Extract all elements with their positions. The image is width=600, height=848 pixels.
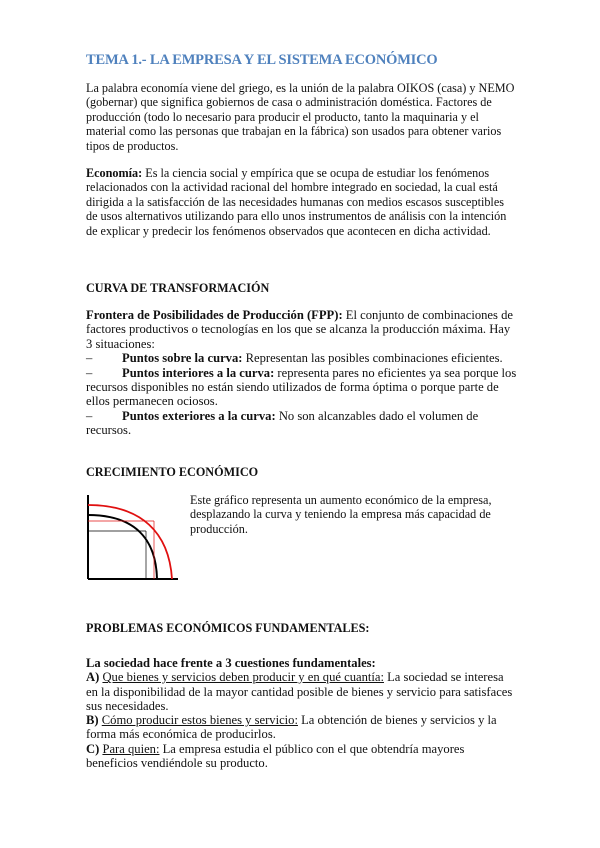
fpp-item — [86, 409, 518, 438]
crecimiento-text: Este gráfico representa un aumento económico de la empresa, desplazando la curva y teniendo la empresa más capacidad de producción. — [190, 493, 492, 536]
item-text: No son alcanzables dado el volumen de recursos. — [86, 408, 479, 438]
intro-paragraph: La palabra economía viene del griego, es la unión de la palabra OIKOS (casa) y NEMO (gobernar) que significa gobiernos de casa o administración doméstica. Factores de producción (todo lo necesario para producir el producto, tanto la maquinaria y el material como las personas que trabajan en la fábrica) son usados para obtener varios tipos de productos. — [86, 81, 515, 153]
item-question: Para quien: — [102, 741, 160, 756]
item-text: La empresa estudia el público con el que obtendría mayores beneficios vendiéndole su producto. — [86, 741, 465, 771]
dash: – — [86, 351, 93, 366]
problem-item — [86, 742, 518, 771]
economia-definition — [86, 166, 518, 238]
fpp-term: Frontera de Posibilidades de Producción (FPP): — [86, 308, 343, 322]
fpp-item — [86, 351, 518, 365]
problemas-intro: La sociedad hace frente a 3 cuestiones fundamentales: — [86, 656, 376, 670]
item-term: Puntos exteriores a la curva: — [122, 408, 276, 423]
economia-term: Economía: — [86, 166, 143, 180]
item-term: Puntos sobre la curva: — [122, 351, 243, 366]
item-text: Representan las posibles combinaciones eficientes. — [242, 351, 503, 366]
document-title: TEMA 1.- LA EMPRESA Y EL SISTEMA ECONÓMICO — [86, 52, 438, 68]
item-letter: B) — [86, 713, 99, 728]
item-letter: A) — [86, 670, 100, 685]
fpp-item — [86, 366, 518, 409]
item-letter: C) — [86, 741, 100, 756]
original-curve — [88, 515, 157, 579]
dash: – — [86, 408, 93, 423]
fpp-section — [86, 308, 518, 438]
crecimiento-heading: CRECIMIENTO ECONÓMICO — [86, 465, 259, 479]
item-text: La sociedad se interesa en la disponibilidad de la mayor cantidad posible de bienes y servicio para satisfaces sus necesidades. — [86, 670, 513, 713]
item-question: Que bienes y servicios deben producir y en qué cuantía: — [102, 670, 384, 685]
curva-heading: CURVA DE TRANSFORMACIÓN — [86, 281, 270, 295]
item-question: Cómo producir estos bienes y servicio: — [101, 713, 298, 728]
problem-item — [86, 670, 518, 713]
item-term: Puntos interiores a la curva: — [122, 365, 275, 380]
item-text: La obtención de bienes y servicios y la forma más económica de producirlos. — [86, 713, 497, 742]
fpp-definition — [86, 308, 518, 351]
item-text: representa pares no eficientes ya sea porque los recursos disponibles no están siendo utilizados de forma óptima o porque parte de ellos permanecen ociosos. — [86, 365, 517, 409]
economia-text: Es la ciencia social y empírica que se ocupa de estudiar los fenómenos relacionados con la actividad racional del hombre integrado en sociedad, la cual está dirigida a la satisfacción de las necesidades humanas con medios escasos susceptibles de usos alternativos utilizando para ello unos instrumentos de análisis con la intención de explicar y predecir los fenómenos observados que acontecen en dicha actividad. — [86, 166, 507, 238]
problem-item — [86, 713, 518, 742]
dash: – — [86, 365, 93, 380]
problemas-section — [86, 656, 518, 770]
ppf-shift-graph — [84, 493, 184, 585]
problemas-heading: PROBLEMAS ECONÓMICOS FUNDAMENTALES: — [86, 621, 370, 635]
fpp-text: El conjunto de combinaciones de factores productivos o tecnologías en los que se alcanza la producción máxima. Hay 3 situaciones: — [86, 308, 513, 351]
